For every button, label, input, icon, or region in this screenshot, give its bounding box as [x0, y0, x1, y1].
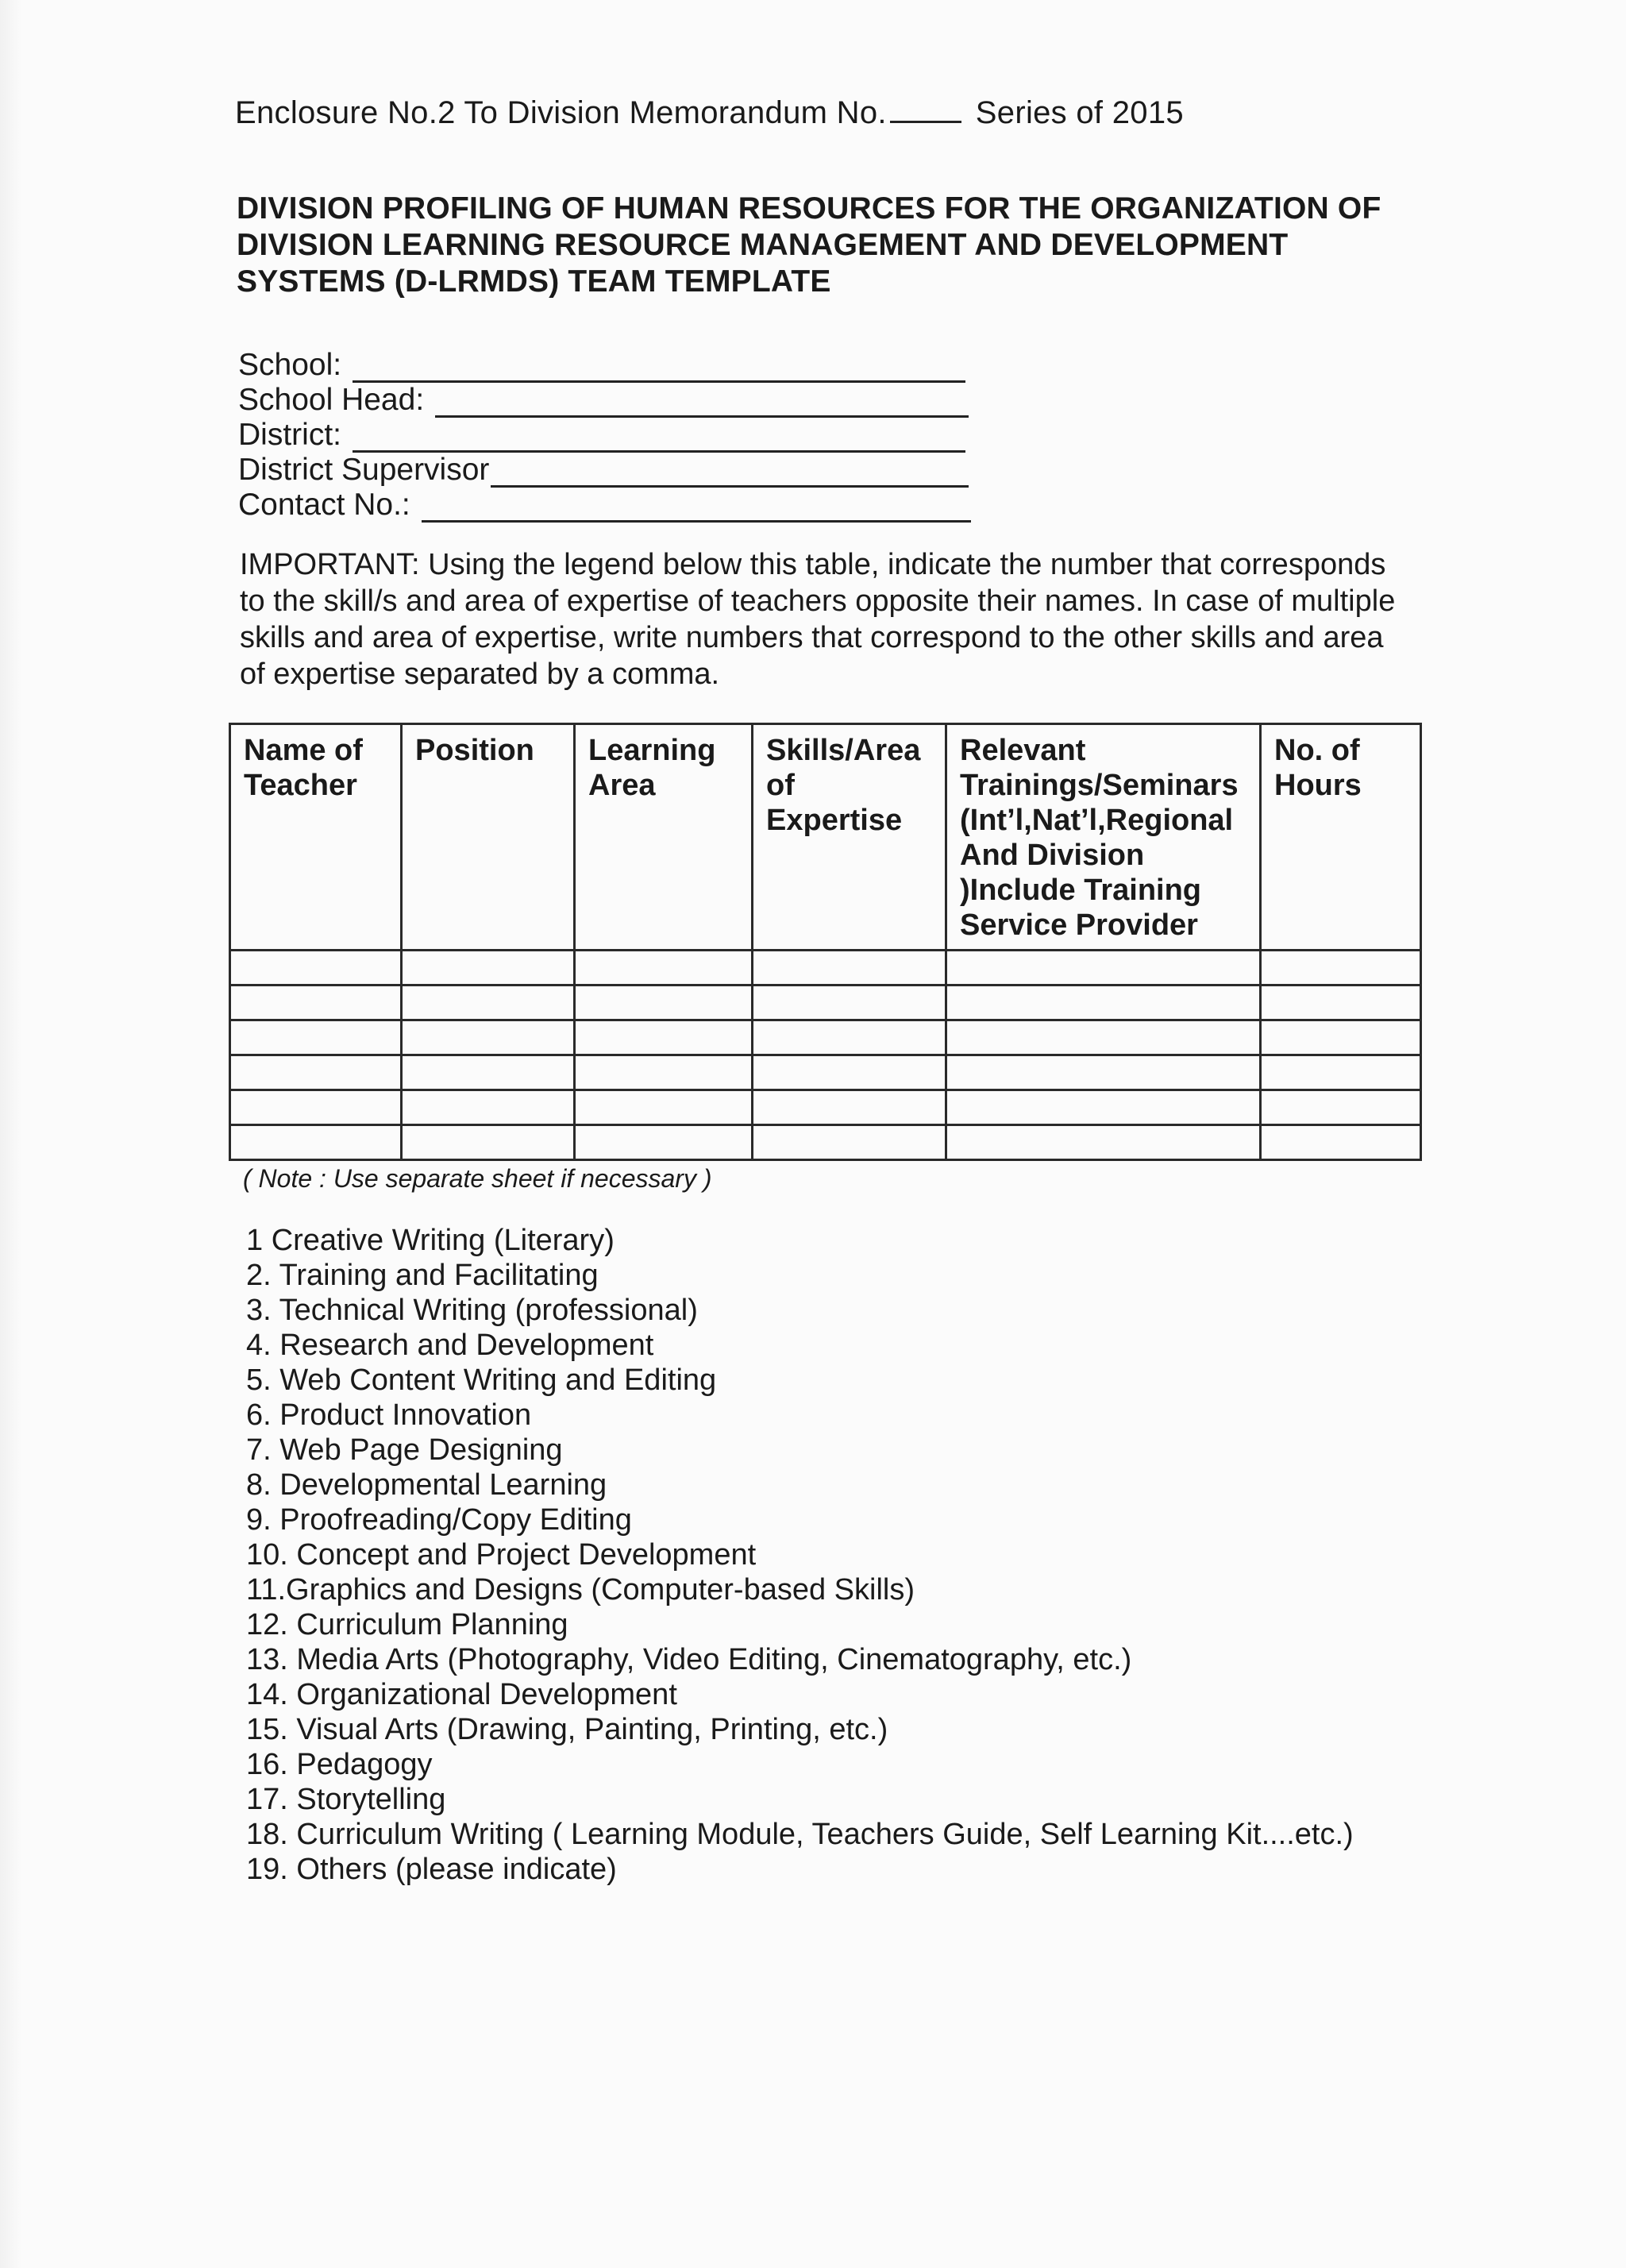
field-label-school-head: School Head: [238, 383, 425, 417]
enclosure-line [235, 95, 1184, 131]
table-row [230, 951, 1421, 986]
legend-item: 12. Curriculum Planning [246, 1608, 568, 1641]
table-cell[interactable] [230, 1090, 402, 1125]
table-cell[interactable] [575, 1020, 753, 1055]
table-cell[interactable] [575, 1125, 753, 1160]
table-row [230, 1090, 1421, 1125]
table-cell[interactable] [753, 1125, 946, 1160]
legend-item: 7. Web Page Designing [246, 1433, 563, 1467]
field-district [238, 418, 971, 453]
field-district-supervisor [238, 453, 971, 488]
field-school [238, 348, 971, 383]
field-label-contact-no: Contact No.: [238, 488, 410, 522]
legend-item: 8. Developmental Learning [246, 1468, 607, 1502]
legend-item: 16. Pedagogy [246, 1748, 433, 1781]
legend-item: 1 Creative Writing (Literary) [246, 1224, 615, 1257]
legend-item: 2. Training and Facilitating [246, 1259, 599, 1292]
table-cell[interactable] [753, 951, 946, 986]
header-no-of-hours: No. of Hours [1261, 724, 1421, 951]
table-cell[interactable] [946, 1125, 1261, 1160]
table-cell[interactable] [753, 986, 946, 1020]
table-cell[interactable] [753, 1055, 946, 1090]
table-row [230, 1020, 1421, 1055]
header-fields [238, 348, 971, 523]
table-cell[interactable] [402, 1020, 575, 1055]
table-body [230, 951, 1421, 1160]
header-skills-area-of-expertise: Skills/Area of Expertise [753, 724, 946, 951]
table-cell[interactable] [1261, 951, 1421, 986]
enclosure-series: Series of 2015 [975, 95, 1184, 130]
table-note: ( Note : Use separate sheet if necessary ) [243, 1164, 712, 1193]
table-cell[interactable] [1261, 1125, 1421, 1160]
legend-item: 13. Media Arts (Photography, Video Editing, Cinematography, etc.) [246, 1643, 1132, 1676]
table-cell[interactable] [575, 986, 753, 1020]
header-relevant-trainings: Relevant Trainings/Seminars (Int’l,Nat’l,Regional And Division )Include Training Service Provider [946, 724, 1261, 951]
table-cell[interactable] [946, 1055, 1261, 1090]
header-name-of-teacher: Name of Teacher [230, 724, 402, 951]
table-header-row [230, 724, 1421, 951]
legend-item: 10. Concept and Project Development [246, 1538, 757, 1572]
table-cell[interactable] [1261, 1090, 1421, 1125]
table-cell[interactable] [402, 1055, 575, 1090]
legend-item: 19. Others (please indicate) [246, 1853, 617, 1886]
table-cell[interactable] [1261, 1020, 1421, 1055]
table-cell[interactable] [402, 1125, 575, 1160]
table-row [230, 986, 1421, 1020]
enclosure-prefix: Enclosure No.2 To Division Memorandum No. [235, 95, 887, 130]
field-input-school-head[interactable] [435, 392, 969, 418]
field-input-district[interactable] [353, 426, 965, 453]
table-cell[interactable] [402, 951, 575, 986]
field-input-school[interactable] [353, 357, 965, 383]
field-label-district: District: [238, 418, 341, 452]
field-contact-no [238, 488, 971, 523]
legend-item: 5. Web Content Writing and Editing [246, 1364, 717, 1397]
table-cell[interactable] [753, 1090, 946, 1125]
table-cell[interactable] [230, 1020, 402, 1055]
header-position: Position [402, 724, 575, 951]
legend-item: 15. Visual Arts (Drawing, Painting, Printing, etc.) [246, 1713, 888, 1746]
scan-edge-left [0, 0, 22, 2268]
table-cell[interactable] [575, 1055, 753, 1090]
table-cell[interactable] [946, 1090, 1261, 1125]
table-cell[interactable] [575, 951, 753, 986]
table-cell[interactable] [230, 1125, 402, 1160]
document-title: DIVISION PROFILING OF HUMAN RESOURCES FOR THE ORGANIZATION OF DIVISION LEARNING RESOURCE MANAGEMENT AND DEVELOPMENT SYSTEMS (D-LRMDS) TEAM TEMPLATE [237, 191, 1381, 299]
legend-item: 14. Organizational Development [246, 1678, 677, 1711]
table-cell[interactable] [575, 1090, 753, 1125]
table-row [230, 1055, 1421, 1090]
profile-table [229, 723, 1422, 1161]
table-cell[interactable] [402, 1090, 575, 1125]
field-school-head [238, 383, 971, 418]
table-cell[interactable] [1261, 986, 1421, 1020]
table-cell[interactable] [230, 951, 402, 986]
header-learning-area: Learning Area [575, 724, 753, 951]
table-cell[interactable] [230, 986, 402, 1020]
legend-item: 6. Product Innovation [246, 1398, 532, 1432]
important-instructions: IMPORTANT: Using the legend below this table, indicate the number that corresponds to the skill/s and area of expertise of teachers opposite their names. In case of multiple skills and area of expertise, write numbers that correspond to the other skills and area of expertise separated by a comma. [240, 548, 1396, 691]
memorandum-number-blank[interactable] [890, 121, 961, 123]
legend-item: 11.Graphics and Designs (Computer-based Skills) [246, 1573, 915, 1606]
table-cell[interactable] [946, 951, 1261, 986]
field-input-district-supervisor[interactable] [491, 461, 969, 488]
legend-item: 3. Technical Writing (professional) [246, 1294, 698, 1327]
table-cell[interactable] [402, 986, 575, 1020]
table-cell[interactable] [230, 1055, 402, 1090]
skills-legend [246, 1223, 1354, 1887]
field-input-contact-no[interactable] [422, 496, 971, 523]
table-row [230, 1125, 1421, 1160]
legend-item: 18. Curriculum Writing ( Learning Module, Teachers Guide, Self Learning Kit....etc.) [246, 1818, 1354, 1851]
legend-item: 4. Research and Development [246, 1329, 654, 1362]
field-label-district-supervisor: District Supervisor [238, 453, 490, 487]
table-cell[interactable] [1261, 1055, 1421, 1090]
table-cell[interactable] [753, 1020, 946, 1055]
field-label-school: School: [238, 348, 342, 382]
legend-item: 17. Storytelling [246, 1783, 446, 1816]
table-cell[interactable] [946, 986, 1261, 1020]
table-cell[interactable] [946, 1020, 1261, 1055]
legend-item: 9. Proofreading/Copy Editing [246, 1503, 632, 1537]
